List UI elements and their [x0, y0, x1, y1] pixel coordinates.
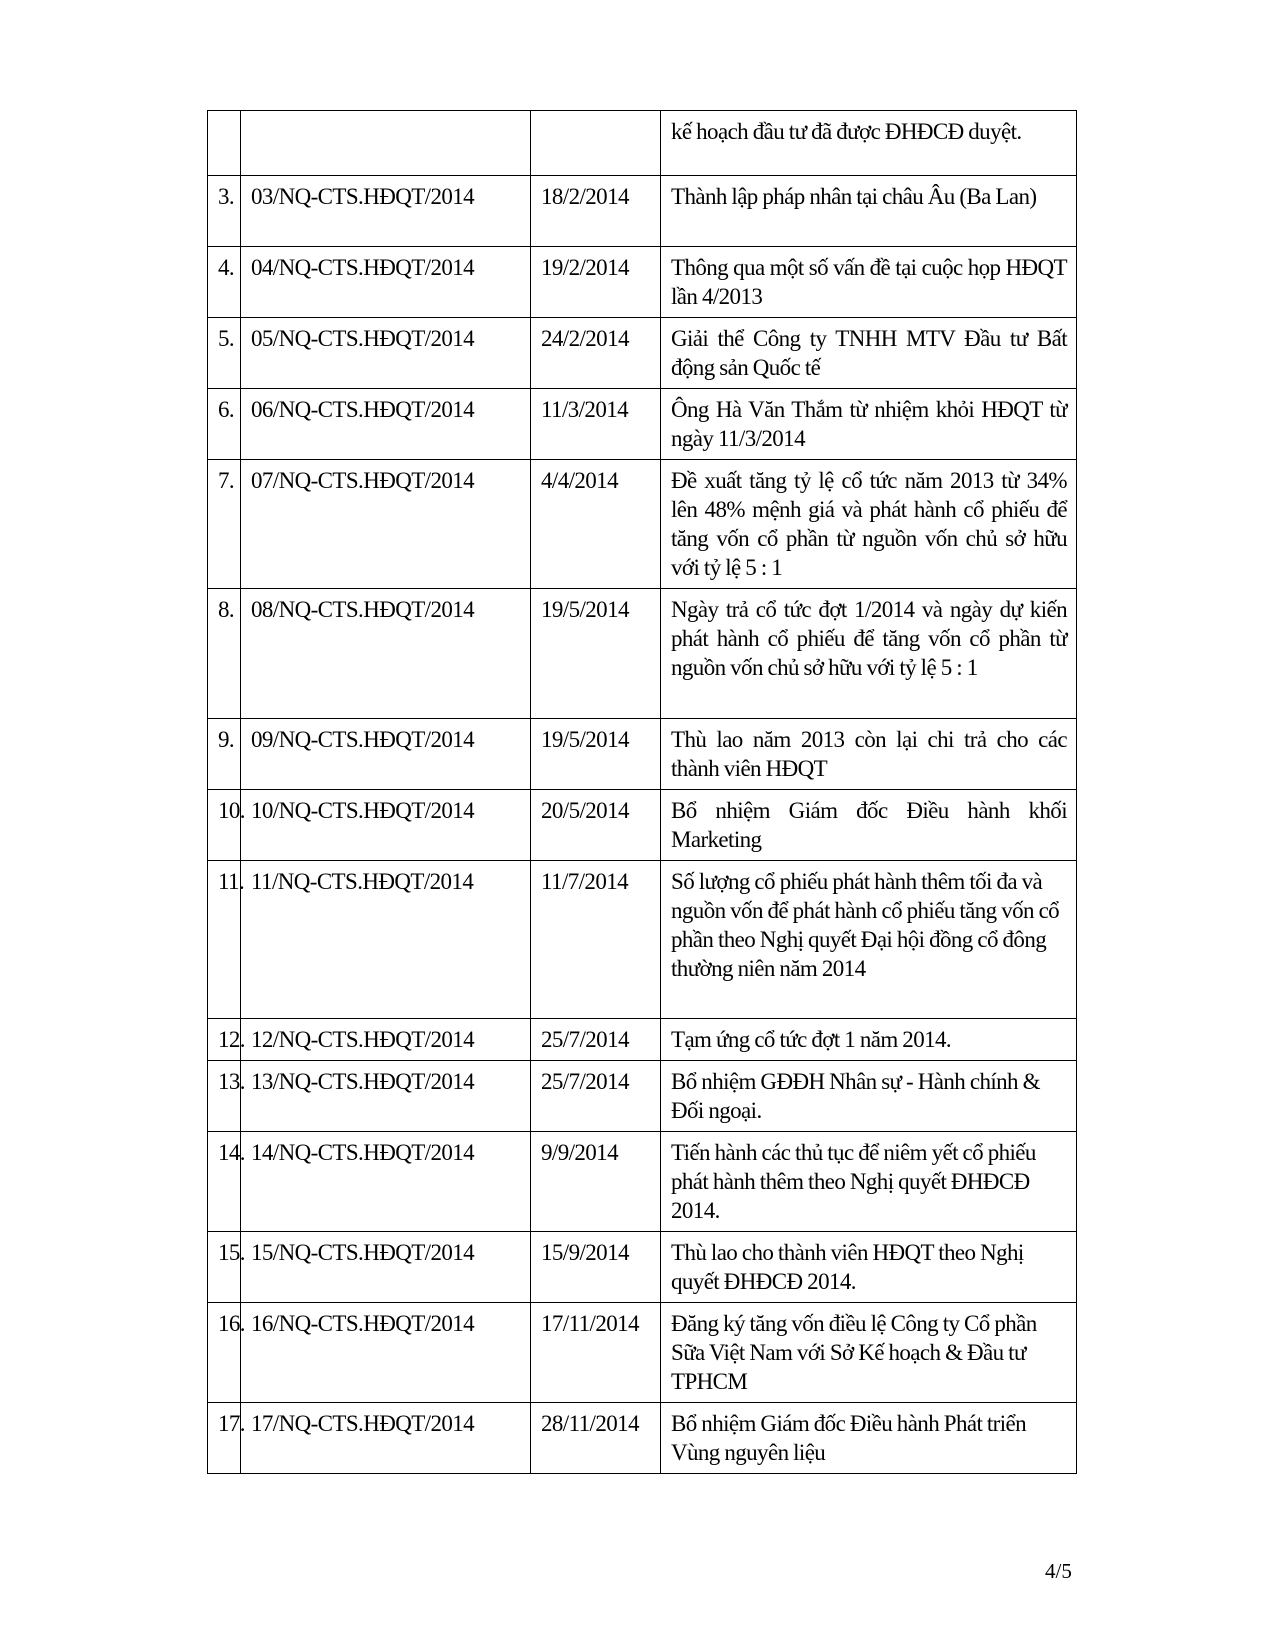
- table-row: [208, 318, 1077, 389]
- table-body: [208, 111, 1077, 1474]
- resolutions-table: [207, 110, 1077, 1474]
- resolution-content: Thông qua một số vấn đề tại cuộc họp HĐQT lần 4/2013: [661, 247, 1077, 318]
- table-row: [208, 1303, 1077, 1403]
- table-row: [208, 861, 1077, 1019]
- table-row: [208, 460, 1077, 589]
- resolution-content: Bổ nhiệm Giám đốc Điều hành khối Marketing: [661, 790, 1077, 861]
- resolution-date: 20/5/2014: [531, 790, 661, 861]
- resolution-code: 06/NQ-CTS.HĐQT/2014: [241, 389, 531, 460]
- row-number: 9.: [208, 719, 241, 790]
- resolution-code: 09/NQ-CTS.HĐQT/2014: [241, 719, 531, 790]
- resolution-date: 11/3/2014: [531, 389, 661, 460]
- resolution-code: 16/NQ-CTS.HĐQT/2014: [241, 1303, 531, 1403]
- row-number: 15.: [208, 1232, 241, 1303]
- resolution-date: 25/7/2014: [531, 1019, 661, 1061]
- row-number: 16.: [208, 1303, 241, 1403]
- resolution-content: Tiến hành các thủ tục để niêm yết cổ phiếu phát hành thêm theo Nghị quyết ĐHĐCĐ 2014.: [661, 1132, 1077, 1232]
- row-number: 10.: [208, 790, 241, 861]
- resolution-content: Thù lao năm 2013 còn lại chi trả cho các thành viên HĐQT: [661, 719, 1077, 790]
- resolution-content: Bổ nhiệm Giám đốc Điều hành Phát triển Vùng nguyên liệu: [661, 1403, 1077, 1474]
- resolution-code: 08/NQ-CTS.HĐQT/2014: [241, 589, 531, 719]
- table-row: [208, 111, 1077, 176]
- resolution-code: 12/NQ-CTS.HĐQT/2014: [241, 1019, 531, 1061]
- row-number: 12.: [208, 1019, 241, 1061]
- row-number: 13.: [208, 1061, 241, 1132]
- row-number: 8.: [208, 589, 241, 719]
- resolution-content: Thành lập pháp nhân tại châu Âu (Ba Lan): [661, 176, 1077, 247]
- resolution-code: 17/NQ-CTS.HĐQT/2014: [241, 1403, 531, 1474]
- row-number: 7.: [208, 460, 241, 589]
- table-row: [208, 1403, 1077, 1474]
- row-number: 6.: [208, 389, 241, 460]
- page-number: 4/5: [1045, 1559, 1072, 1583]
- resolution-date: 18/2/2014: [531, 176, 661, 247]
- resolution-date: [531, 111, 661, 176]
- resolution-code: 05/NQ-CTS.HĐQT/2014: [241, 318, 531, 389]
- resolution-date: 28/11/2014: [531, 1403, 661, 1474]
- table-row: [208, 790, 1077, 861]
- resolution-date: 4/4/2014: [531, 460, 661, 589]
- resolution-content: Ông Hà Văn Thắm từ nhiệm khỏi HĐQT từ ngày 11/3/2014: [661, 389, 1077, 460]
- resolution-code: 14/NQ-CTS.HĐQT/2014: [241, 1132, 531, 1232]
- resolution-code: 03/NQ-CTS.HĐQT/2014: [241, 176, 531, 247]
- row-number: 17.: [208, 1403, 241, 1474]
- row-number: 3.: [208, 176, 241, 247]
- table-row: [208, 1019, 1077, 1061]
- table-row: [208, 176, 1077, 247]
- resolution-content: Số lượng cổ phiếu phát hành thêm tối đa và nguồn vốn để phát hành cổ phiếu tăng vốn cổ phần theo Nghị quyết Đại hội đồng cổ đông thường niên năm 2014: [661, 861, 1077, 1019]
- resolution-date: 24/2/2014: [531, 318, 661, 389]
- resolution-date: 15/9/2014: [531, 1232, 661, 1303]
- resolution-date: 19/5/2014: [531, 719, 661, 790]
- resolution-date: 19/2/2014: [531, 247, 661, 318]
- resolution-content: Tạm ứng cổ tức đợt 1 năm 2014.: [661, 1019, 1077, 1061]
- resolution-content: Đề xuất tăng tỷ lệ cổ tức năm 2013 từ 34% lên 48% mệnh giá và phát hành cổ phiếu để tăng vốn cổ phần từ nguồn vốn chủ sở hữu với tỷ lệ 5 : 1: [661, 460, 1077, 589]
- table-row: [208, 719, 1077, 790]
- table-row: [208, 1132, 1077, 1232]
- resolution-date: 9/9/2014: [531, 1132, 661, 1232]
- row-number: 11.: [208, 861, 241, 1019]
- resolution-code: 13/NQ-CTS.HĐQT/2014: [241, 1061, 531, 1132]
- resolution-content: Thù lao cho thành viên HĐQT theo Nghị quyết ĐHĐCĐ 2014.: [661, 1232, 1077, 1303]
- resolution-code: 10/NQ-CTS.HĐQT/2014: [241, 790, 531, 861]
- resolution-code: 04/NQ-CTS.HĐQT/2014: [241, 247, 531, 318]
- resolution-code: 11/NQ-CTS.HĐQT/2014: [241, 861, 531, 1019]
- row-number: 5.: [208, 318, 241, 389]
- table-row: [208, 589, 1077, 719]
- row-number: [208, 111, 241, 176]
- table-row: [208, 247, 1077, 318]
- resolution-code: 15/NQ-CTS.HĐQT/2014: [241, 1232, 531, 1303]
- resolution-date: 11/7/2014: [531, 861, 661, 1019]
- table-row: [208, 1232, 1077, 1303]
- table-row: [208, 1061, 1077, 1132]
- resolution-date: 25/7/2014: [531, 1061, 661, 1132]
- resolution-content: Bổ nhiệm GĐĐH Nhân sự - Hành chính & Đối ngoại.: [661, 1061, 1077, 1132]
- resolution-code: [241, 111, 531, 176]
- resolution-content: Ngày trả cổ tức đợt 1/2014 và ngày dự kiến phát hành cổ phiếu để tăng vốn cổ phần từ nguồn vốn chủ sở hữu với tỷ lệ 5 : 1: [661, 589, 1077, 719]
- resolution-content: Giải thể Công ty TNHH MTV Đầu tư Bất động sản Quốc tế: [661, 318, 1077, 389]
- row-number: 4.: [208, 247, 241, 318]
- resolution-date: 17/11/2014: [531, 1303, 661, 1403]
- resolution-content: kế hoạch đầu tư đã được ĐHĐCĐ duyệt.: [661, 111, 1077, 176]
- table-row: [208, 389, 1077, 460]
- resolution-code: 07/NQ-CTS.HĐQT/2014: [241, 460, 531, 589]
- resolution-date: 19/5/2014: [531, 589, 661, 719]
- row-number: 14.: [208, 1132, 241, 1232]
- resolution-content: Đăng ký tăng vốn điều lệ Công ty Cổ phần Sữa Việt Nam với Sở Kế hoạch & Đầu tư TPHCM: [661, 1303, 1077, 1403]
